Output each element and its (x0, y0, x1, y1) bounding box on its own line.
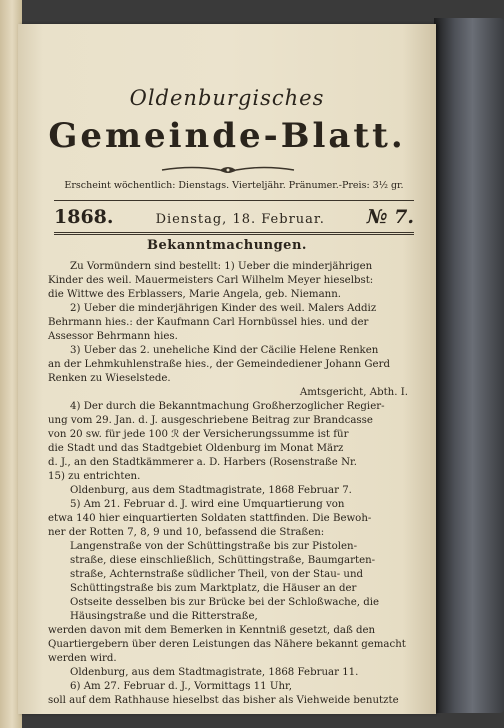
ornament-divider-icon (158, 164, 298, 176)
text-line: Behrmann hies.: der Kaufmann Carl Hornbüssel hies. und der (48, 317, 369, 328)
article-body (48, 260, 408, 708)
text-line: 4) Der durch die Bekanntmachung Großherzoglicher Regier- (70, 401, 385, 412)
newspaper-page (18, 24, 436, 714)
book-binding (434, 18, 504, 713)
text-line: die Stadt und das Stadtgebiet Oldenburg im Monat März (48, 443, 344, 454)
masthead-title-big: Gemeinde-Blatt. (48, 116, 406, 156)
text-line: etwa 140 hier einquartierten Soldaten stattfinden. Die Bewoh- (48, 513, 372, 524)
text-line: 15) zu entrichten. (48, 471, 141, 482)
text-line: Zu Vormündern sind bestellt: 1) Ueber die minderjährigen (70, 261, 373, 272)
text-line: werden wird. (48, 653, 117, 664)
text-line: 2) Ueber die minderjährigen Kinder des weil. Malers Addiz (70, 303, 377, 314)
text-line: Langenstraße von der Schüttingstraße bis zur Pistolen- (70, 541, 358, 552)
text-line: von 20 sw. für jede 100 ℛ der Versicherungssumme ist für (48, 429, 349, 440)
text-line: ner der Rotten 7, 8, 9 und 10, befassend die Straßen: (48, 527, 325, 538)
text-line: Quartiergebern über deren Leistungen das Nähere bekannt gemacht (48, 639, 406, 650)
section-heading: Bekanntmachungen. (147, 238, 307, 253)
text-line: werden davon mit dem Bemerken in Kenntniß gesetzt, daß den (48, 625, 376, 636)
text-line: d. J., an den Stadtkämmerer a. D. Harbers (Rosenstraße Nr. (48, 457, 357, 468)
masthead-subhead: Erscheint wöchentlich: Dienstags. Vierteljähr. Pränumer.-Preis: 3½ gr. (64, 180, 404, 191)
text-line: ung vom 29. Jan. d. J. ausgeschriebene Beitrag zur Brandcasse (48, 415, 373, 426)
text-line: straße, diese einschließlich, Schüttingstraße, Baumgarten- (70, 555, 376, 566)
text-line: Häusingstraße und die Ritterstraße, (70, 611, 258, 622)
dateline-issue: № 7. (366, 206, 414, 228)
rule-bottom (54, 232, 414, 233)
text-line: straße, Achternstraße südlicher Theil, von der Stau- und (70, 569, 364, 580)
rule-bottom-double (54, 234, 414, 235)
rule-top (54, 200, 414, 201)
text-line: soll auf dem Rathhause hieselbst das bisher als Viehweide benutzte (48, 695, 399, 706)
text-line: Amtsgericht, Abth. I. (299, 387, 408, 398)
dateline-date: Dienstag, 18. Februar. (155, 212, 325, 227)
text-line: Oldenburg, aus dem Stadtmagistrate, 1868 Februar 11. (70, 667, 359, 678)
text-line: an der Lehmkuhlenstraße hies., der Gemeindediener Johann Gerd (48, 359, 390, 370)
masthead-title-small: Oldenburgisches (129, 86, 325, 110)
text-line: Schüttingstraße bis zum Marktplatz, die Häuser an der (70, 583, 357, 594)
text-line: 3) Ueber das 2. uneheliche Kind der Cäcilie Helene Renken (70, 345, 379, 356)
text-line: 5) Am 21. Februar d. J. wird eine Umquartierung von (70, 499, 345, 510)
dateline-year: 1868. (54, 206, 114, 228)
text-line: 6) Am 27. Februar d. J., Vormittags 11 Uhr, (70, 681, 292, 692)
text-line: Ostseite desselben bis zur Brücke bei der Schloßwache, die (70, 597, 380, 608)
text-line: Renken zu Wieselstede. (48, 373, 171, 384)
text-line: die Wittwe des Erblassers, Marie Angela, geb. Niemann. (48, 289, 342, 300)
text-line: Kinder des weil. Mauermeisters Carl Wilhelm Meyer hieselbst: (48, 275, 374, 286)
text-line: Assessor Behrmann hies. (48, 331, 178, 342)
text-line: Oldenburg, aus dem Stadtmagistrate, 1868 Februar 7. (70, 485, 352, 496)
